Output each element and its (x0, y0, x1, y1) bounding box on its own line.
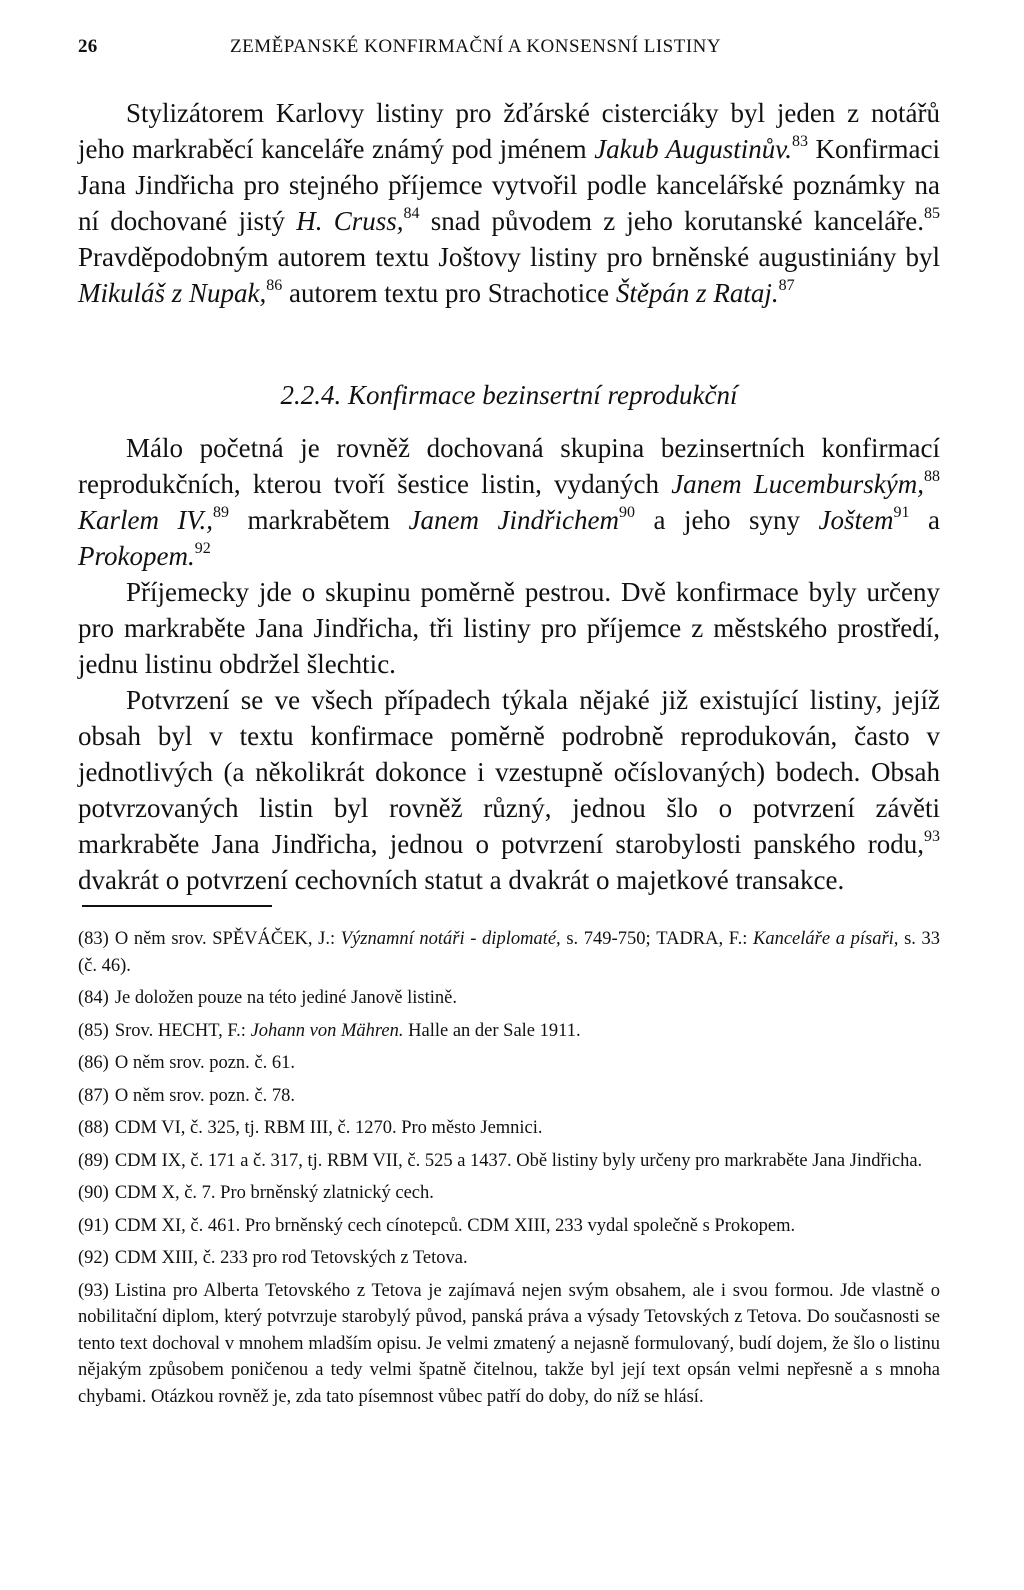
paragraph-stylizatori: Stylizátorem Karlovy listiny pro žďárské cisterciáky byl jeden z notářů jeho markraběcí kanceláře známý pod jménem Jakub Augustinův.$^{83}$ Konfirmaci Jana Jindřicha pro stejného příjemce vytvořil podle kancelářské poznámky na ní dochované jistý H. Cruss,$^{84}$ snad původem z jeho korutanské kanceláře.$^{85}$ Pravděpodobným autorem textu Joštovy listiny pro brněnské augustiniány byl Mikuláš z Nupak,$^{86}$ autorem textu pro Strachotice Štěpán z Rataj.$^{87}$ (78, 98, 941, 308)
paragraph-prijemci: Příjemecky jde o skupinu poměrně pestrou. Dvě konfirmace byly určeny pro markraběte Jana Jindřicha, tři listiny pro příjemce z městského prostředí, jednu listinu obdržel šlechtic. (78, 577, 940, 679)
person-name: Janem Lucemburským, (671, 469, 925, 499)
footnote-ref: 86 (266, 277, 283, 294)
person-name: Mikuláš z Nupak, (78, 278, 267, 308)
section-number: 2.2.4. (280, 380, 342, 410)
footnote-ref: 87 (778, 277, 795, 294)
footnote-89: (89) CDM IX, č. 171 a č. 317, tj. RBM VII, č. 525 a 1437. Obě listiny byly určeny pro markraběte Jana Jindřicha. (78, 1150, 923, 1171)
footnote-91: (91) CDM XI, č. 461. Pro brněnský cech cínotepců. CDM XIII, 233 vydal společně s Prokopem. (78, 1215, 796, 1236)
footnote-85: (85) Srov. HECHT, F.: Johann von Mähren. Halle an der Sale 1911. (78, 1020, 581, 1041)
footnote-92: (92) CDM XIII, č. 233 pro rod Tetovských z Tetova. (78, 1248, 468, 1268)
page-number: 26 (78, 36, 98, 57)
footnote-ref: 93 (924, 828, 940, 845)
section-title: Konfirmace bezinsertní reprodukční (348, 380, 738, 410)
person-name: H. Cruss, (296, 206, 404, 236)
footnote-ref: 92 (194, 540, 211, 557)
footnote-ref: 85 (924, 205, 941, 222)
person-name: Joštem (818, 505, 894, 535)
paragraph-intro: Málo početná je rovněž dochovaná skupina bezinsertních konfirmací reprodukčních, kterou tvoří šestice listin, vydaných Janem Lucemburským,$^{88}$ Karlem IV.,$^{89}$ markrabětem Janem Jindřichem$^{90}$ a jeho syny Joštem$^{91}$ a Prokopem.$^{92}$ (78, 433, 941, 571)
running-title: ZEMĚPANSKÉ KONFIRMAČNÍ A KONSENSNÍ LISTINY (230, 36, 722, 57)
footnote-90: (90) CDM X, č. 7. Pro brněnský zlatnický cech. (78, 1183, 434, 1203)
body-text-top (78, 95, 940, 311)
footnote-ref: 88 (924, 468, 941, 485)
footnote-83: (83) O něm srov. SPĚVÁČEK, J.: Významní notáři - diplomaté, s. 749-750; TADRA, F.: Kanceláře a písaři, s. 33 (č. 46). (78, 929, 941, 976)
footnotes (78, 926, 940, 1416)
person-name: Janem Jindřichem (408, 505, 619, 535)
footnote-93: (93) Listina pro Alberta Tetovského z Tetova je zajímavá nejen svým obsahem, ale i svou formou. Jde vlastně o nobilitační diplom, který potvrzuje starobylý původ, panská práva a výsady Tetovských z Tetova. Do současnosti se tento text dochoval v mnohem mladším opisu. Je velmi zmatený a nejasně formulovaný, budí dojem, že šlo o listinu nějakým způsobem poničenou a tedy velmi špatně čitelnou, takže byl její text opsán velmi nepřesně a s mnoha chybami. Otázkou rovněž je, zda tato písemnost vůbec patří do doby, do níž se hlásí. (78, 1280, 940, 1407)
person-name: Jakub Augustinův. (594, 134, 792, 164)
section-heading (78, 380, 940, 411)
paragraph-potvrzeni: Potvrzení se ve všech případech týkala nějaké již existující listiny, jejíž obsah byl v textu konfirmace poměrně podrobně reprodukován, často v jednotlivých (a několikrát dokonce i vzestupně očíslovaných) bodech. Obsah potvrzovaných listin byl rovněž různý, jednou šlo o potvrzení závěti markraběte Jana Jindřicha, jednou o potvrzení starobylosti panského rodu,$^{93}$ dvakrát o potvrzení cechovních statut a dvakrát o majetkové transakce. (78, 685, 940, 895)
body-text-section (78, 430, 940, 898)
person-name: Štěpán z Rataj. (615, 278, 779, 308)
person-name: Karlem IV., (78, 505, 214, 535)
footnote-88: (88) CDM VI, č. 325, tj. RBM III, č. 1270. Pro město Jemnici. (78, 1118, 543, 1138)
running-header (78, 36, 958, 62)
footnote-84: (84) Je doložen pouze na této jediné Janově listině. (78, 988, 457, 1008)
document-page (78, 0, 958, 1590)
footnote-ref: 89 (213, 504, 230, 521)
person-name: Prokopem. (78, 541, 195, 571)
footnote-87: (87) O něm srov. pozn. č. 78. (78, 1085, 295, 1106)
footnote-ref: 91 (893, 504, 910, 521)
footnote-86: (86) O něm srov. pozn. č. 61. (78, 1053, 295, 1073)
footnote-ref: 83 (791, 133, 808, 150)
footnote-ref: 84 (403, 205, 420, 222)
footnote-ref: 90 (618, 504, 635, 521)
footnote-separator (82, 905, 272, 907)
